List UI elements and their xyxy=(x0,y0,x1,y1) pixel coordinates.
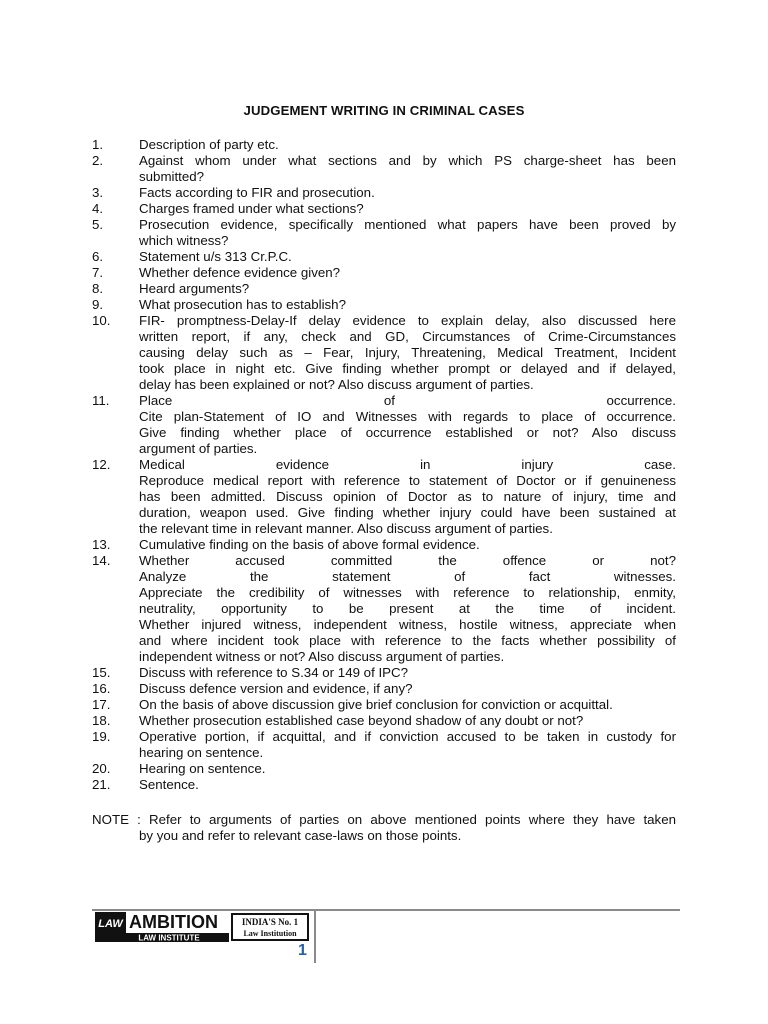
item-text-line: Cite plan-Statement of IO and Witnesses with regards to place of occurrence. xyxy=(139,409,676,424)
item-text-line: Whether injured witness, independent witness, hostile witness, appreciate when xyxy=(139,617,676,632)
item-text-line: Analyze the statement of fact witnesses. xyxy=(139,569,676,584)
item-number: 10. xyxy=(92,313,111,328)
item-text-line: Whether accused committed the offence or not? xyxy=(139,553,676,568)
item-text-line: which witness? xyxy=(139,233,229,248)
item-text-line: Cumulative finding on the basis of above formal evidence. xyxy=(139,537,480,552)
item-text-line: Reproduce medical report with reference to statement of Doctor or if genuineness xyxy=(139,473,676,488)
list-item xyxy=(92,137,676,153)
item-text xyxy=(139,537,676,553)
item-text xyxy=(139,729,676,761)
item-text-line: duration, weapon used. Give finding whether injury could have been sustained at xyxy=(139,505,676,520)
item-number: 13. xyxy=(92,537,111,552)
item-text-line: Give finding whether place of occurrence established or not? Also discuss xyxy=(139,425,676,440)
item-text-line: written report, if any, check and GD, Circumstances of Crime-Circumstances xyxy=(139,329,676,344)
item-text xyxy=(139,681,676,697)
item-text-line: Prosecution evidence, specifically mentioned what papers have been proved by xyxy=(139,217,676,232)
item-text-line: Heard arguments? xyxy=(139,281,250,296)
item-text xyxy=(139,457,676,537)
list-item xyxy=(92,313,676,393)
item-number: 17. xyxy=(92,697,111,712)
note xyxy=(92,812,676,844)
footer-divider xyxy=(314,911,316,963)
item-number: 5. xyxy=(92,217,104,232)
badge-top-text: INDIA'S No. 1 xyxy=(241,917,299,927)
item-text xyxy=(139,713,676,729)
item-text-line: Whether prosecution established case beyond shadow of any doubt or not? xyxy=(139,713,584,728)
item-text-line: Charges framed under what sections? xyxy=(139,201,364,216)
item-text-line: Facts according to FIR and prosecution. xyxy=(139,185,375,200)
item-text-line: Medical evidence in injury case. xyxy=(139,457,676,472)
item-text xyxy=(139,137,676,153)
law-ambition-logo xyxy=(95,911,310,943)
item-text-line: Operative portion, if acquittal, and if conviction accused to be taken in custody for xyxy=(139,729,676,744)
item-text xyxy=(139,201,676,217)
item-number: 18. xyxy=(92,713,111,728)
item-number: 19. xyxy=(92,729,111,744)
item-text-line: took place in night etc. Give finding whether prompt or delayed and if delayed, xyxy=(139,361,676,376)
item-text-line: Statement u/s 313 Cr.P.C. xyxy=(139,249,292,264)
item-text xyxy=(139,665,676,681)
list-item xyxy=(92,249,676,265)
item-text-line: Discuss with reference to S.34 or 149 of IPC? xyxy=(139,665,409,680)
item-text-line: What prosecution has to establish? xyxy=(139,297,346,312)
list-item xyxy=(92,553,676,665)
item-number: 11. xyxy=(92,393,110,408)
badge-bottom-text: Law Institution xyxy=(243,929,297,938)
item-text-line: argument of parties. xyxy=(139,441,258,456)
document-title: JUDGEMENT WRITING IN CRIMINAL CASES xyxy=(243,103,525,118)
item-number: 21. xyxy=(92,777,111,792)
item-text xyxy=(139,697,676,713)
list-item xyxy=(92,761,676,777)
item-text-line: causing delay such as – Fear, Injury, Threatening, Medical Treatment, Incident xyxy=(139,345,676,360)
item-text xyxy=(139,265,676,281)
item-text xyxy=(139,153,676,185)
item-text-line: neutrality, opportunity to be present at the time of incident. xyxy=(139,601,676,616)
list-item xyxy=(92,217,676,249)
item-text-line: independent witness or not? Also discuss argument of parties. xyxy=(139,649,505,664)
item-number: 1. xyxy=(92,137,104,152)
item-text xyxy=(139,393,676,457)
list-item xyxy=(92,665,676,681)
item-number: 3. xyxy=(92,185,104,200)
item-number: 20. xyxy=(92,761,111,776)
item-number: 4. xyxy=(92,201,104,216)
item-number: 15. xyxy=(92,665,111,680)
item-text-line: Place of occurrence. xyxy=(139,393,676,408)
list-item xyxy=(92,185,676,201)
note-line-1: NOTE : Refer to arguments of parties on above mentioned points where they have taken xyxy=(92,812,676,827)
item-text xyxy=(139,777,676,793)
list-item xyxy=(92,457,676,537)
item-text-line: Description of party etc. xyxy=(139,137,279,152)
item-text xyxy=(139,761,676,777)
item-text-line: Sentence. xyxy=(139,777,199,792)
item-text xyxy=(139,297,676,313)
item-text-line: and where incident took place with reference to the facts whether possibility of xyxy=(139,633,676,648)
item-text-line: Appreciate the credibility of witnesses with reference to relationship, enmity, xyxy=(139,585,676,600)
logo-institute-text: LAW INSTITUTE xyxy=(138,933,200,943)
item-number: 6. xyxy=(92,249,104,264)
page-number: 1 xyxy=(298,942,307,959)
list-item xyxy=(92,777,676,793)
list-item xyxy=(92,153,676,185)
list-item xyxy=(92,281,676,297)
item-number: 7. xyxy=(92,265,104,280)
item-text-line: FIR- promptness-Delay-If delay evidence to explain delay, also discussed here xyxy=(139,313,676,328)
item-number: 2. xyxy=(92,153,104,168)
logo-ambition-text: AMBITION xyxy=(129,912,218,932)
list-item xyxy=(92,713,676,729)
item-text-line: Discuss defence version and evidence, if any? xyxy=(139,681,413,696)
item-text xyxy=(139,553,676,665)
item-number: 14. xyxy=(92,553,111,568)
list-item xyxy=(92,537,676,553)
list-item xyxy=(92,265,676,281)
item-number: 16. xyxy=(92,681,111,696)
list-item xyxy=(92,697,676,713)
list-item xyxy=(92,393,676,457)
item-text-line: On the basis of above discussion give brief conclusion for conviction or acquittal. xyxy=(139,697,613,712)
item-text xyxy=(139,281,676,297)
item-text-line: delay has been explained or not? Also discuss argument of parties. xyxy=(139,377,534,392)
item-text-line: has been admitted. Discuss opinion of Doctor as to nature of injury, time and xyxy=(139,489,676,504)
logo-law-text: LAW xyxy=(98,918,123,930)
item-text xyxy=(139,217,676,249)
item-text-line: Against whom under what sections and by which PS charge-sheet has been xyxy=(139,153,676,168)
item-number: 12. xyxy=(92,457,111,472)
item-text xyxy=(139,249,676,265)
list-item xyxy=(92,729,676,761)
item-number: 9. xyxy=(92,297,104,312)
list-item xyxy=(92,201,676,217)
list-item xyxy=(92,297,676,313)
item-text xyxy=(139,313,676,393)
item-text-line: hearing on sentence. xyxy=(139,745,264,760)
item-text-line: the relevant time in relevant manner. Also discuss argument of parties. xyxy=(139,521,553,536)
item-text xyxy=(139,185,676,201)
item-number: 8. xyxy=(92,281,104,296)
checklist xyxy=(92,137,676,793)
item-text-line: Whether defence evidence given? xyxy=(139,265,341,280)
note-line-2: by you and refer to relevant case-laws on those points. xyxy=(139,828,462,843)
item-text-line: Hearing on sentence. xyxy=(139,761,266,776)
list-item xyxy=(92,681,676,697)
item-text-line: submitted? xyxy=(139,169,205,184)
